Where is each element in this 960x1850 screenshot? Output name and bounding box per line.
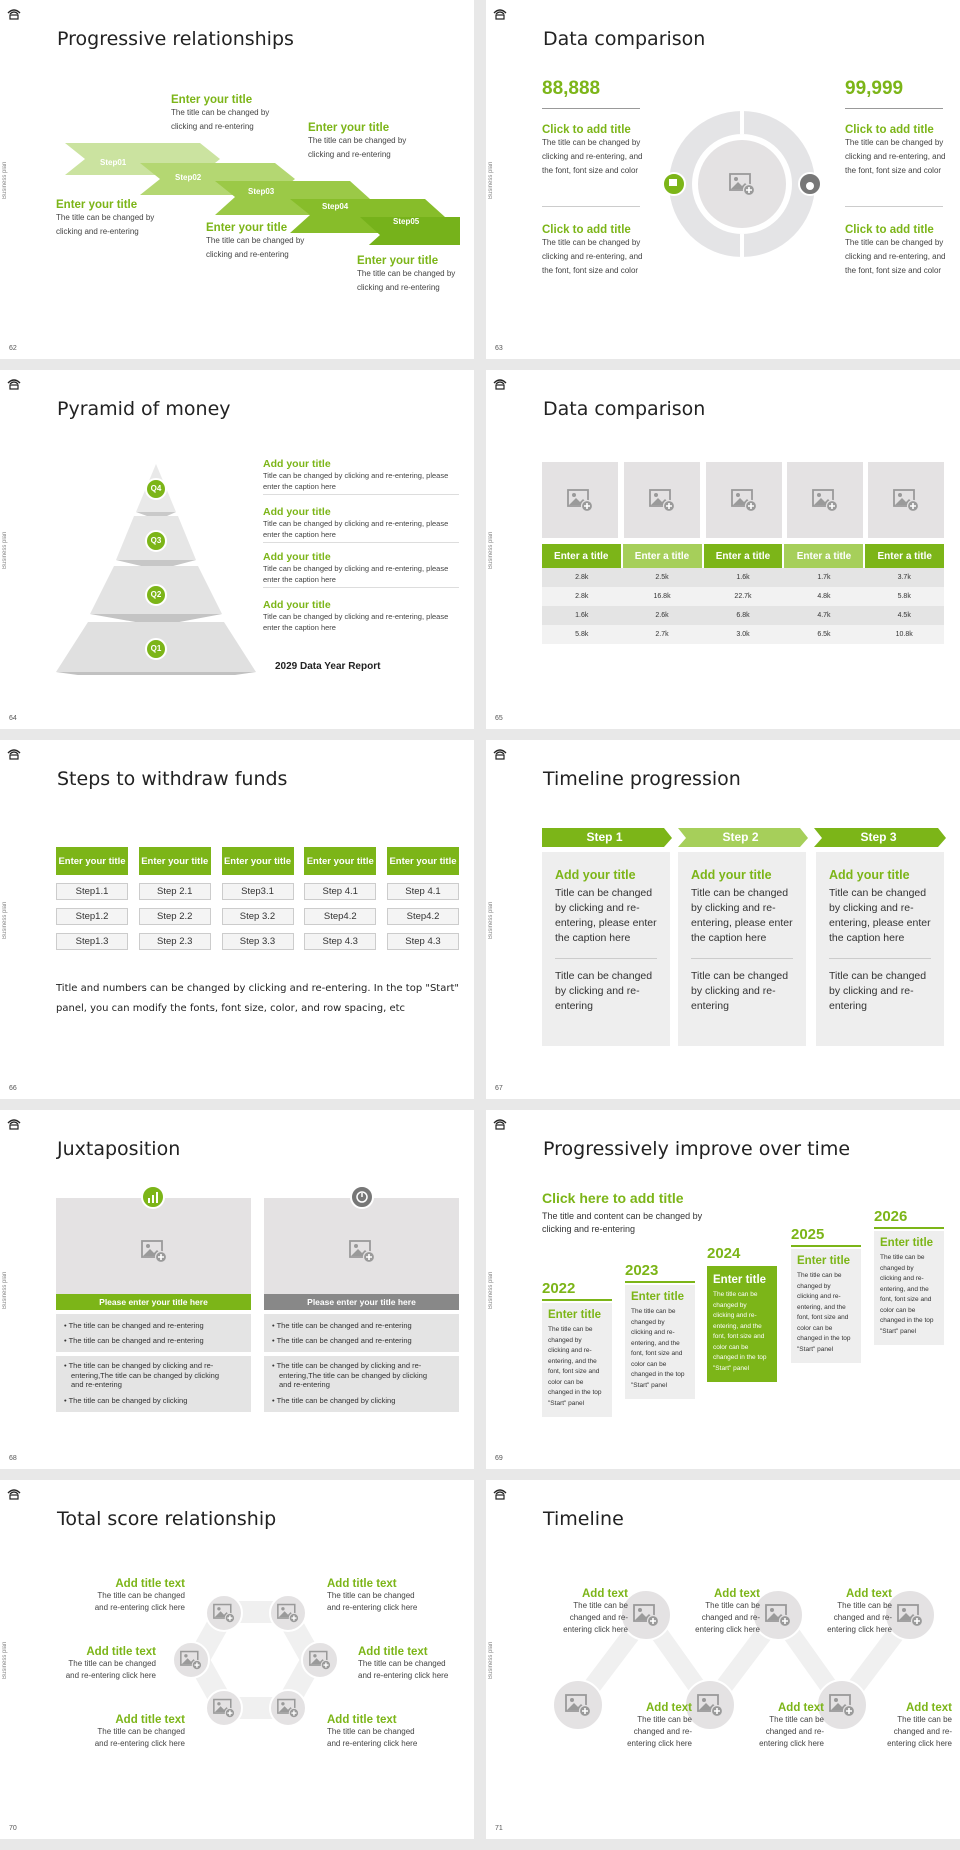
year-column[interactable] <box>625 1262 695 1399</box>
text-block[interactable]: Enter your title The title can be changed by clicking and re-entering <box>171 94 270 131</box>
subheading: The title and content can be changed by clicking and re-entering <box>542 1211 703 1234</box>
steps-column <box>56 847 128 950</box>
text-block[interactable]: Add text The title can be changed and re- entering click here <box>827 1588 892 1634</box>
step-label: Step04 <box>322 202 349 211</box>
side-label: Business plan <box>488 1271 494 1309</box>
step-cell: Step 3.2 <box>222 908 294 925</box>
table-row: 1.6k 2.6k 6.8k 4.7k 4.5k <box>542 606 944 625</box>
image-icon <box>348 1238 376 1264</box>
logo-icon <box>7 747 21 761</box>
chart-icon <box>141 1185 165 1209</box>
logo-icon <box>493 1487 507 1501</box>
image-icon <box>730 487 758 513</box>
year-column[interactable] <box>542 1280 612 1417</box>
bullet-item: • The title can be changed by clicking and re- <box>272 1361 422 1370</box>
text-block[interactable]: Add title text The title can be changed and re-entering click here <box>94 1578 185 1612</box>
slide-62[interactable] <box>0 0 474 359</box>
divider <box>542 108 640 109</box>
table-header: Enter a title <box>542 544 622 568</box>
steps-column <box>304 847 376 950</box>
data-table <box>542 544 944 644</box>
clock-icon <box>350 1185 374 1209</box>
bullet-box: • The title can be changed by clicking and re- entering,The title can be changed by clicking and re-entering • The title can be changed by clicking <box>56 1356 251 1412</box>
side-label: Business plan <box>2 161 8 199</box>
column-header: Enter your title <box>304 847 376 875</box>
text-block[interactable]: Add your title Title can be changed by clicking and re-entering, please enter the caption here <box>263 458 459 495</box>
ring-diagram <box>662 108 822 260</box>
slide-title: Data comparison <box>543 28 706 50</box>
text-block[interactable]: Add text The title can be changed and re- entering click here <box>759 1702 824 1748</box>
steps-grid <box>56 847 459 950</box>
text-block[interactable]: Add title text The title can be changed and re-entering click here <box>65 1646 156 1680</box>
step-cell: Step 2.2 <box>139 908 211 925</box>
image-icon <box>140 1238 168 1264</box>
year-label: 2024 <box>707 1245 741 1262</box>
logo-icon <box>493 1117 507 1131</box>
year-column[interactable] <box>791 1226 861 1363</box>
text-block[interactable]: Add your title Title can be changed by clicking and re-entering, please enter the caption here <box>263 551 459 588</box>
text-block[interactable]: Click to add title The title can be changed by clicking and re-entering, and the font, font size and color <box>542 124 643 175</box>
slide-title: Progressively improve over time <box>543 1138 851 1160</box>
timeline-card[interactable]: Add your title Title can be changed by clicking and re- entering, please enter the caption here Title can be changed by clicking and re- entering <box>542 852 670 1046</box>
note-text: Title and numbers can be changed by clicking and re-entering. In the top "Start" panel, you can modify the fonts, font size, color, and row spacing, etc <box>56 983 459 1014</box>
right-number: 99,999 <box>845 78 904 99</box>
bullet-item: • The title can be changed by clicking and re- <box>64 1361 214 1370</box>
slide-65[interactable] <box>486 370 960 729</box>
steps-column <box>139 847 211 950</box>
text-block[interactable]: Enter your title The title can be changed by clicking and re-entering <box>206 222 305 259</box>
year-text: The title can be changed by clicking and re- entering, and the font, font size and color can be changed in the top "Start" panel <box>548 1326 602 1407</box>
step-cell: Step3.1 <box>222 883 294 900</box>
step-label: Step 1 <box>586 830 623 844</box>
year-text: The title can be changed by clicking and re- entering, and the font, font size and color can be changed in the top "Start" panel <box>713 1291 767 1372</box>
year-label: 2022 <box>542 1280 612 1301</box>
step-label: Step01 <box>100 158 127 167</box>
image-placeholder[interactable] <box>706 462 782 538</box>
text-block[interactable]: Add title text The title can be changed and re-entering click here <box>327 1714 418 1748</box>
table-row: 2.8k 16.8k 22.7k 4.8k 5.8k <box>542 587 944 606</box>
step-cell: Step 3.3 <box>222 933 294 950</box>
bullet-item: • The title can be changed by clicking <box>272 1395 396 1405</box>
image-icon <box>566 487 594 513</box>
text-block[interactable]: Click to add title The title can be changed by clicking and re-entering, and the font, font size and color <box>542 224 643 275</box>
slide-63[interactable] <box>486 0 960 359</box>
text-block[interactable]: Add text The title can be changed and re- entering click here <box>563 1588 628 1634</box>
level-badge: Q2 <box>145 584 167 606</box>
page-number: 63 <box>495 345 503 352</box>
page-number: 66 <box>9 1085 17 1092</box>
step-label: Step 2 <box>722 830 759 844</box>
side-label: Business plan <box>2 1271 8 1309</box>
slide-68[interactable] <box>0 1110 474 1469</box>
page-number: 65 <box>495 715 503 722</box>
step-cell: Step 4.3 <box>304 933 376 950</box>
logo-icon <box>7 7 21 21</box>
image-icon <box>811 487 839 513</box>
step-cell: Step 2.3 <box>139 933 211 950</box>
bullet-item: • The title can be changed and re-entering <box>272 1336 412 1345</box>
level-badge: Q1 <box>145 638 167 660</box>
image-placeholder[interactable] <box>787 462 863 538</box>
slide-71[interactable] <box>486 1480 960 1839</box>
table-row: 2.8k 2.5k 1.6k 1.7k 3.7k <box>542 568 944 587</box>
page-number: 62 <box>9 345 17 352</box>
year-label: 2026 <box>874 1208 944 1229</box>
text-block[interactable]: Click to add title The title can be changed by clicking and re-entering, and the font, font size and color <box>845 224 946 275</box>
logo-icon <box>7 1117 21 1131</box>
slide-67[interactable] <box>486 740 960 1099</box>
year-column[interactable] <box>707 1245 777 1382</box>
column-header: Enter your title <box>222 847 294 875</box>
text-block[interactable]: Add text The title can be changed and re- entering click here <box>695 1588 760 1634</box>
pyramid-caption: 2029 Data Year Report <box>275 661 381 672</box>
year-card: Enter title The title can be changed by clicking and re- entering, and the font, font size and color can be changed in the top "Start" panel <box>542 1303 612 1417</box>
page-number: 64 <box>9 715 17 722</box>
year-text: The title can be changed by clicking and re- entering, and the font, font size and color can be changed in the top "Start" panel <box>880 1254 934 1335</box>
year-card: Enter title The title can be changed by clicking and re- entering, and the font, font size and color can be changed in the top "Start" panel <box>791 1249 861 1363</box>
table-header: Enter a title <box>864 544 944 568</box>
page-number: 67 <box>495 1085 503 1092</box>
step-label: Step05 <box>393 217 420 226</box>
text-block[interactable]: Add title text The title can be changed and re-entering click here <box>327 1578 418 1612</box>
bullet-item: • The title can be changed by clicking <box>64 1395 188 1405</box>
image-icon <box>892 487 920 513</box>
image-icon <box>648 487 676 513</box>
text-block[interactable]: Click to add title The title can be changed by clicking and re-entering, and the font, font size and color <box>845 124 946 175</box>
year-text: The title can be changed by clicking and re- entering, and the font, font size and color can be changed in the top "Start" panel <box>797 1272 851 1353</box>
slide-title: Timeline progression <box>543 768 741 790</box>
heading: Click here to add title <box>542 1190 684 1206</box>
image-placeholder[interactable] <box>624 462 700 538</box>
slide-title: Total score relationship <box>57 1508 277 1530</box>
logo-icon <box>7 377 21 391</box>
side-label: Business plan <box>2 901 8 939</box>
side-label: Business plan <box>488 901 494 939</box>
text-block[interactable]: Add title text The title can be changed and re-entering click here <box>94 1714 185 1748</box>
side-label: Business plan <box>2 531 8 569</box>
page-number: 71 <box>495 1825 503 1832</box>
step-cell: Step1.3 <box>56 933 128 950</box>
side-label: Business plan <box>488 531 494 569</box>
slide-66[interactable] <box>0 740 474 1099</box>
slide-title: Pyramid of money <box>57 398 231 420</box>
bullet-item: • The title can be changed and re-entering <box>64 1336 204 1345</box>
column-header: Enter your title <box>56 847 128 875</box>
year-label: 2023 <box>625 1262 695 1283</box>
slide-title: Timeline <box>543 1508 624 1530</box>
step-cell: Step 2.1 <box>139 883 211 900</box>
image-placeholder[interactable] <box>56 1198 251 1304</box>
side-label: Business plan <box>2 1641 8 1679</box>
year-card: Enter title The title can be changed by clicking and re- entering, and the font, font size and color can be changed in the top "Start" panel <box>625 1285 695 1399</box>
page-number: 70 <box>9 1825 17 1832</box>
table-header: Enter a title <box>783 544 864 568</box>
step-cell: Step 4.3 <box>387 933 459 950</box>
side-label: Business plan <box>488 161 494 199</box>
table-header: Enter a title <box>622 544 703 568</box>
slide-title: Progressive relationships <box>57 28 294 50</box>
image-placeholder[interactable] <box>264 1198 459 1304</box>
table-header: Enter a title <box>703 544 784 568</box>
year-card: Enter title The title can be changed by clicking and re- entering, and the font, font size and color can be changed in the top "Start" panel <box>707 1266 777 1382</box>
text-block[interactable]: Enter your title The title can be changed by clicking and re-entering <box>357 255 456 292</box>
left-number: 88,888 <box>542 78 601 99</box>
text-block[interactable]: Add text The title can be changed and re- entering click here <box>627 1702 692 1748</box>
page-number: 68 <box>9 1455 17 1462</box>
slide-title: Steps to withdraw funds <box>57 768 288 790</box>
side-label: Business plan <box>488 1641 494 1679</box>
logo-icon <box>7 1487 21 1501</box>
logo-icon <box>493 377 507 391</box>
bullet-box: • The title can be changed by clicking and re- entering,The title can be changed by clicking and re-entering • The title can be changed by clicking <box>264 1356 459 1412</box>
slide-70[interactable] <box>0 1480 474 1839</box>
text-block[interactable]: Enter your title The title can be changed by clicking and re-entering <box>308 122 407 159</box>
slide-64[interactable] <box>0 370 474 729</box>
image-placeholder[interactable] <box>868 462 944 538</box>
steps-column <box>387 847 459 950</box>
step-cell: Step1.2 <box>56 908 128 925</box>
text-block[interactable]: Add your title Title can be changed by clicking and re-entering, please enter the caption here <box>263 599 449 632</box>
divider <box>845 108 943 109</box>
timeline-card[interactable]: Add your title Title can be changed by clicking and re- entering, please enter the caption here Title can be changed by clicking and re- entering <box>816 852 944 1046</box>
panel-title-bar: Please enter your title here <box>264 1294 459 1310</box>
column-header: Enter your title <box>139 847 211 875</box>
text-block[interactable]: Add title text The title can be changed and re-entering click here <box>358 1646 449 1680</box>
text-block[interactable]: Add your title Title can be changed by clicking and re-entering, please enter the caption here <box>263 506 459 543</box>
year-card: Enter title The title can be changed by clicking and re- entering, and the font, font size and color can be changed in the top "Start" panel <box>874 1231 944 1345</box>
year-text: The title can be changed by clicking and re- entering, and the font, font size and color can be changed in the top "Start" panel <box>631 1308 685 1389</box>
timeline-card[interactable]: Add your title Title can be changed by clicking and re- entering, please enter the caption here Title can be changed by clicking and re- entering <box>678 852 806 1046</box>
panel-title-bar: Please enter your title here <box>56 1294 251 1310</box>
year-label: 2025 <box>791 1226 861 1247</box>
slide-title: Data comparison <box>543 398 706 420</box>
divider <box>542 206 640 207</box>
page-number: 69 <box>495 1455 503 1462</box>
step-cell: Step4.2 <box>387 908 459 925</box>
bullet-box <box>56 1314 251 1352</box>
logo-icon <box>493 747 507 761</box>
slide-69[interactable] <box>486 1110 960 1469</box>
logo-icon <box>493 7 507 21</box>
step-cell: Step 4.1 <box>387 883 459 900</box>
text-block[interactable]: Enter your title The title can be changed by clicking and re-entering <box>56 199 155 236</box>
step-cell: Step4.2 <box>304 908 376 925</box>
step-label: Step 3 <box>860 830 897 844</box>
text-block[interactable]: Add text The title can be changed and re- entering click here <box>887 1702 952 1748</box>
step-cell: Step1.1 <box>56 883 128 900</box>
bullet-item: • The title can be changed and re-entering <box>272 1321 412 1330</box>
step-cell: Step 4.1 <box>304 883 376 900</box>
image-placeholder[interactable] <box>542 462 618 538</box>
bullet-item: • The title can be changed and re-entering <box>64 1321 204 1330</box>
step-label: Step03 <box>248 187 275 196</box>
table-row: 5.8k 2.7k 3.0k 6.5k 10.8k <box>542 625 944 644</box>
divider <box>845 206 943 207</box>
level-badge: Q3 <box>145 530 167 552</box>
column-header: Enter your title <box>387 847 459 875</box>
bullet-box <box>264 1314 459 1352</box>
slide-title: Juxtaposition <box>57 1138 181 1160</box>
year-column[interactable] <box>874 1208 944 1345</box>
level-badge: Q4 <box>145 478 167 500</box>
steps-column <box>222 847 294 950</box>
step-label: Step02 <box>175 173 202 182</box>
